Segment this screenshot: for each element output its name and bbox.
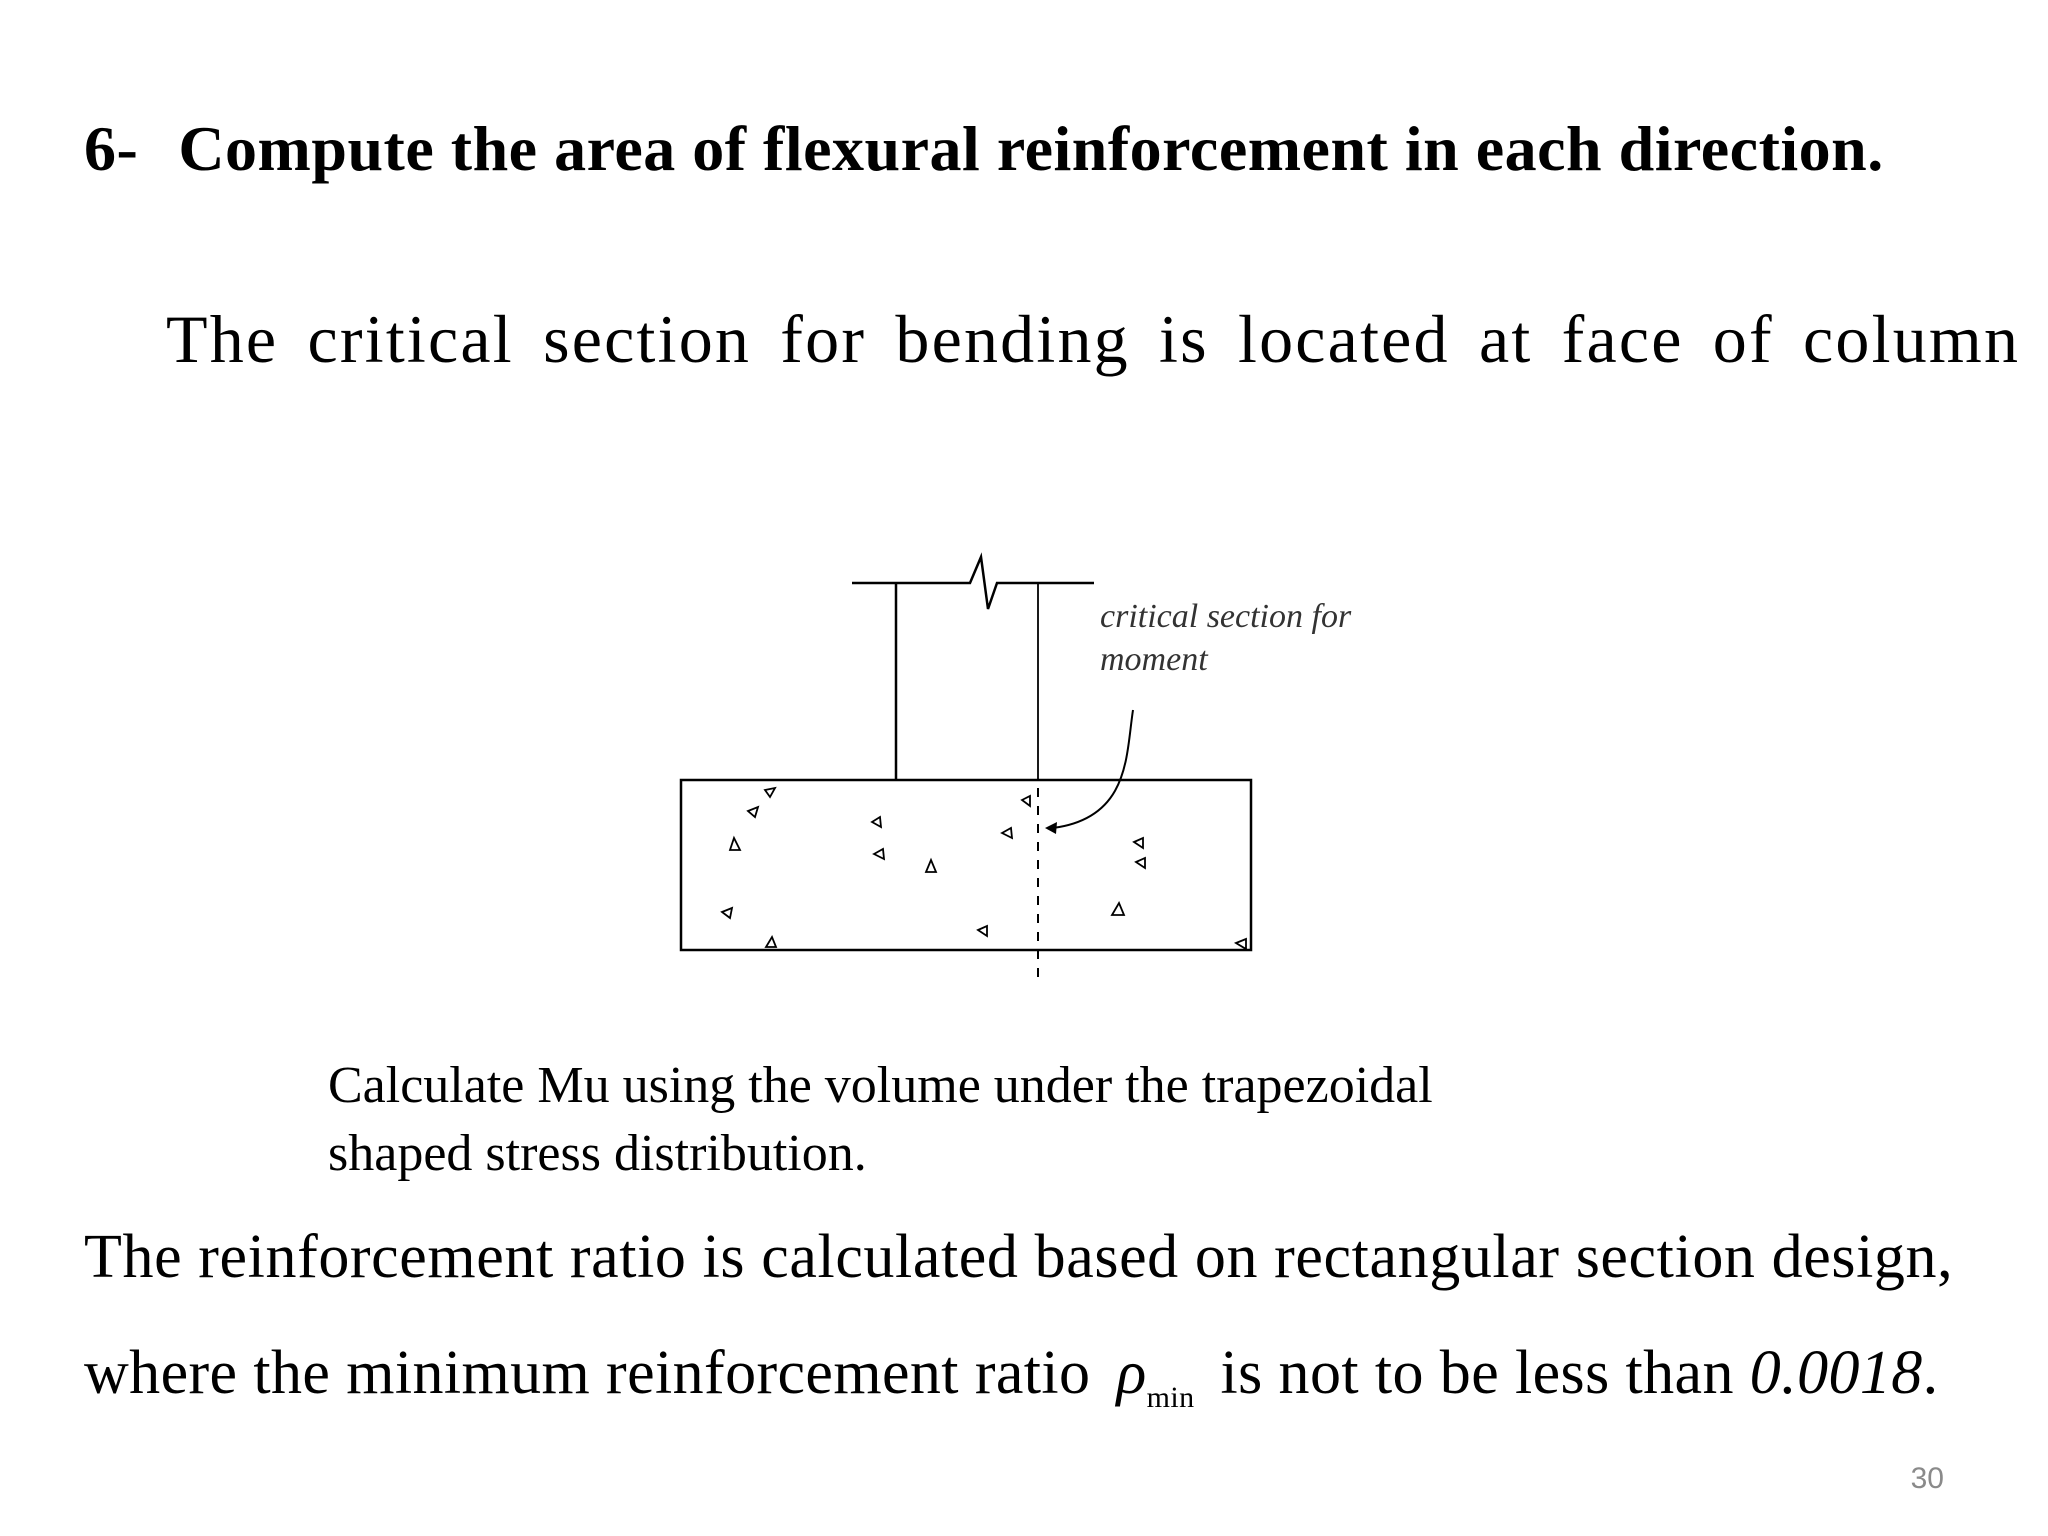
callout-label-line2: moment (1100, 641, 1208, 678)
callout-label-line1: critical section for (1100, 598, 1352, 635)
footing-slab (681, 780, 1251, 950)
rho-min-symbol (1116, 1339, 1195, 1414)
ratio-middle: is not to be less than (1220, 1339, 1734, 1407)
callout-arrowhead (1045, 822, 1057, 834)
critical-section-statement: The critical section for bending is located at face of column (166, 301, 2021, 377)
heading-text: Compute the area of flexural reinforcement in each direction. (178, 113, 1884, 184)
reinforcement-ratio-line-1: The reinforcement ratio is calculated based on rectangular section design, (84, 1223, 1954, 1291)
calculate-mu-text (328, 1052, 1433, 1188)
page-number: 30 (1910, 1462, 1944, 1495)
rho-subscript: min (1146, 1381, 1195, 1414)
ratio-prefix: where the minimum reinforcement ratio (84, 1339, 1091, 1407)
calculate-line-2: shaped stress distribution. (328, 1125, 867, 1182)
aggregate-pattern (722, 788, 1246, 949)
reinforcement-ratio-line-2 (84, 1338, 1939, 1415)
heading-number: 6- (84, 113, 139, 184)
callout-leader (1053, 710, 1133, 828)
min-ratio-value: 0.0018 (1749, 1339, 1923, 1407)
column-break-line (852, 557, 1094, 609)
ratio-end: . (1922, 1339, 1939, 1407)
footing-section-diagram (660, 550, 1440, 1010)
footing-diagram-svg (660, 550, 1440, 1010)
slide-heading (84, 112, 1884, 186)
rho-letter: ρ (1116, 1339, 1147, 1407)
calculate-line-1: Calculate Mu using the volume under the trapezoidal (328, 1057, 1433, 1114)
